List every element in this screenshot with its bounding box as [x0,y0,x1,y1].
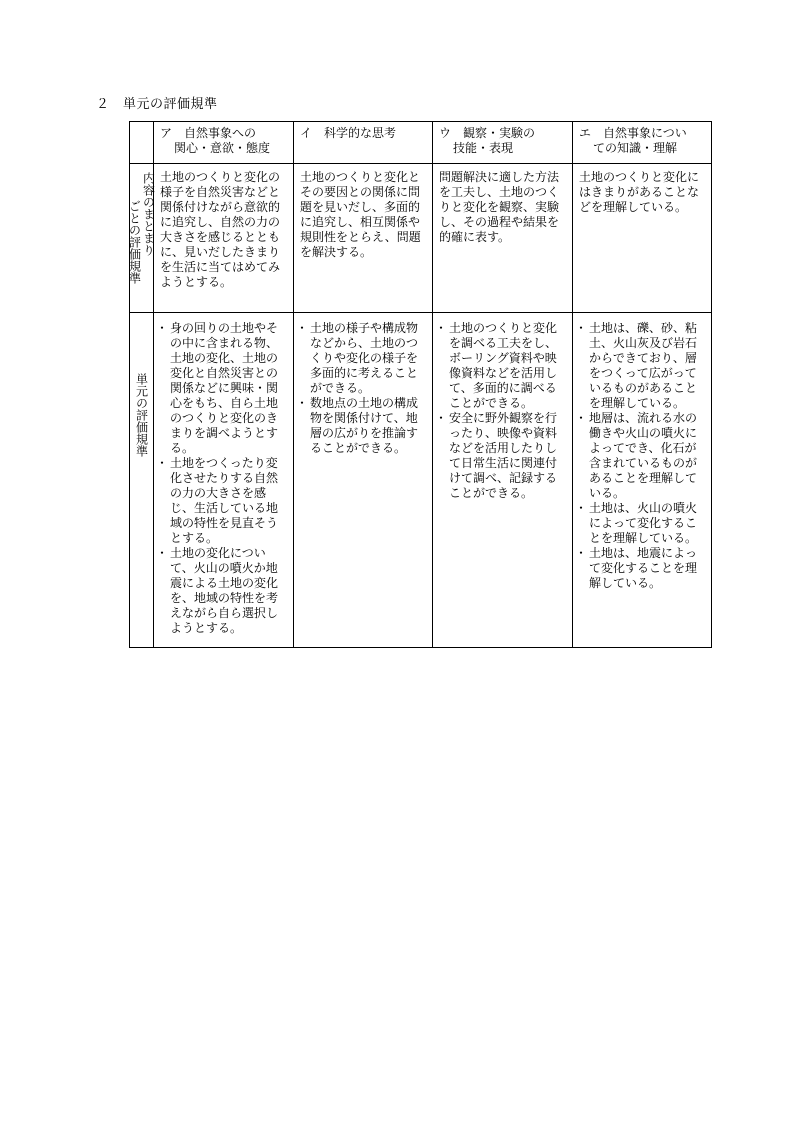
content-cell-u: 問題解決に適した方法を工夫し、土地のつくりと変化を観察、実験し、その過程や結果を的確に表す。 [433,164,573,313]
column-header-i-line1: イ 科学的な思考 [300,126,397,140]
column-header-i [294,122,433,164]
criteria-cell-u [433,313,573,648]
criteria-item: ・ 身の回りの土地やその中に含まれる物、土地の変化、土地の変化と自然災害との関係などに興味・関心をもち、自ら土地のつくりと変化のきまりを調べようとする。 [158,321,289,456]
criteria-item: ・ 土地のつくりと変化を調べる工夫をし、ボーリング資料や映像資料などを活用して、多面的に調べることができる。 [437,321,568,411]
criteria-item: ・ 土地の変化について、火山の噴火か地震による土地の変化を、地域の特性を考えながら自ら選択しようとする。 [158,546,289,636]
row-label-unit [130,313,154,648]
criteria-cell-i [294,313,433,648]
column-header-a-line1: ア 自然事象への [160,126,257,140]
column-header-u-line1: ウ 観察・実験の [439,126,536,140]
table-header-row [130,122,712,164]
criteria-item: ・ 地層は、流れる水の働きや火山の噴火によってでき、化石が含まれているものがあることを理解している。 [577,411,707,501]
column-header-e-line1: エ 自然事象につい [579,126,687,140]
criteria-item: ・ 土地をつくったり変化させたりする自然の力の大きさを感じ、生活している地域の特性を見直そうとする。 [158,456,289,546]
criteria-item: ・ 土地は、礫、砂、粘土、火山灰及び岩石からできており、層をつくって広がっているものがあることを理解している。 [577,321,707,411]
criteria-item: ・ 土地は、火山の噴火によって変化することを理解している。 [577,501,707,546]
criteria-item: ・ 土地は、地震によって変化することを理解している。 [577,546,707,591]
unit-criteria-row [130,313,712,648]
criteria-cell-a [154,313,294,648]
criteria-item: ・ 数地点の土地の構成物を関係付けて、地層の広がりを推論することができる。 [298,396,428,456]
column-header-e-line2: ての知識・理解 [593,141,678,155]
column-header-u-line2: 技能・表現 [453,141,514,155]
content-criteria-row [130,164,712,313]
criteria-item: ・ 土地の様子や構成物などから、土地のつくりや変化の様子を多面的に考えることができる。 [298,321,428,396]
row-label-unit-text: 単元の評価規準 [134,373,149,457]
row-label-content [127,164,156,313]
row-label-content-part2: ごとの評価規準 [127,200,142,284]
column-header-u [433,122,573,164]
content-cell-i: 土地のつくりと変化とその要因との関係に問題を見いだし、多面的に追究し、相互関係や規則性をとらえ、問題を解決する。 [294,164,433,313]
criteria-item: ・ 安全に野外観察を行ったり、映像や資料などを活用したりして日常生活に関連付けて調べ、記録することができる。 [437,411,568,501]
column-header-a-line2: 関心・意欲・態度 [174,141,271,155]
corner-cell [130,122,154,164]
content-cell-a: 土地のつくりと変化の様子を自然災害などと関係付けながら意欲的に追究し、自然の力の大きさを感じるとともに、見いだしたきまりを生活に当てはめてみようとする。 [154,164,294,313]
column-header-e [573,122,712,164]
column-header-a [154,122,294,164]
criteria-cell-e [573,313,712,648]
evaluation-criteria-table [129,121,712,648]
content-cell-e: 土地のつくりと変化にはきまりがあることなどを理解している。 [573,164,712,313]
section-heading: ２ 単元の評価規準 [96,97,218,112]
row-label-content-part1: 内容のまとまり [141,172,156,256]
